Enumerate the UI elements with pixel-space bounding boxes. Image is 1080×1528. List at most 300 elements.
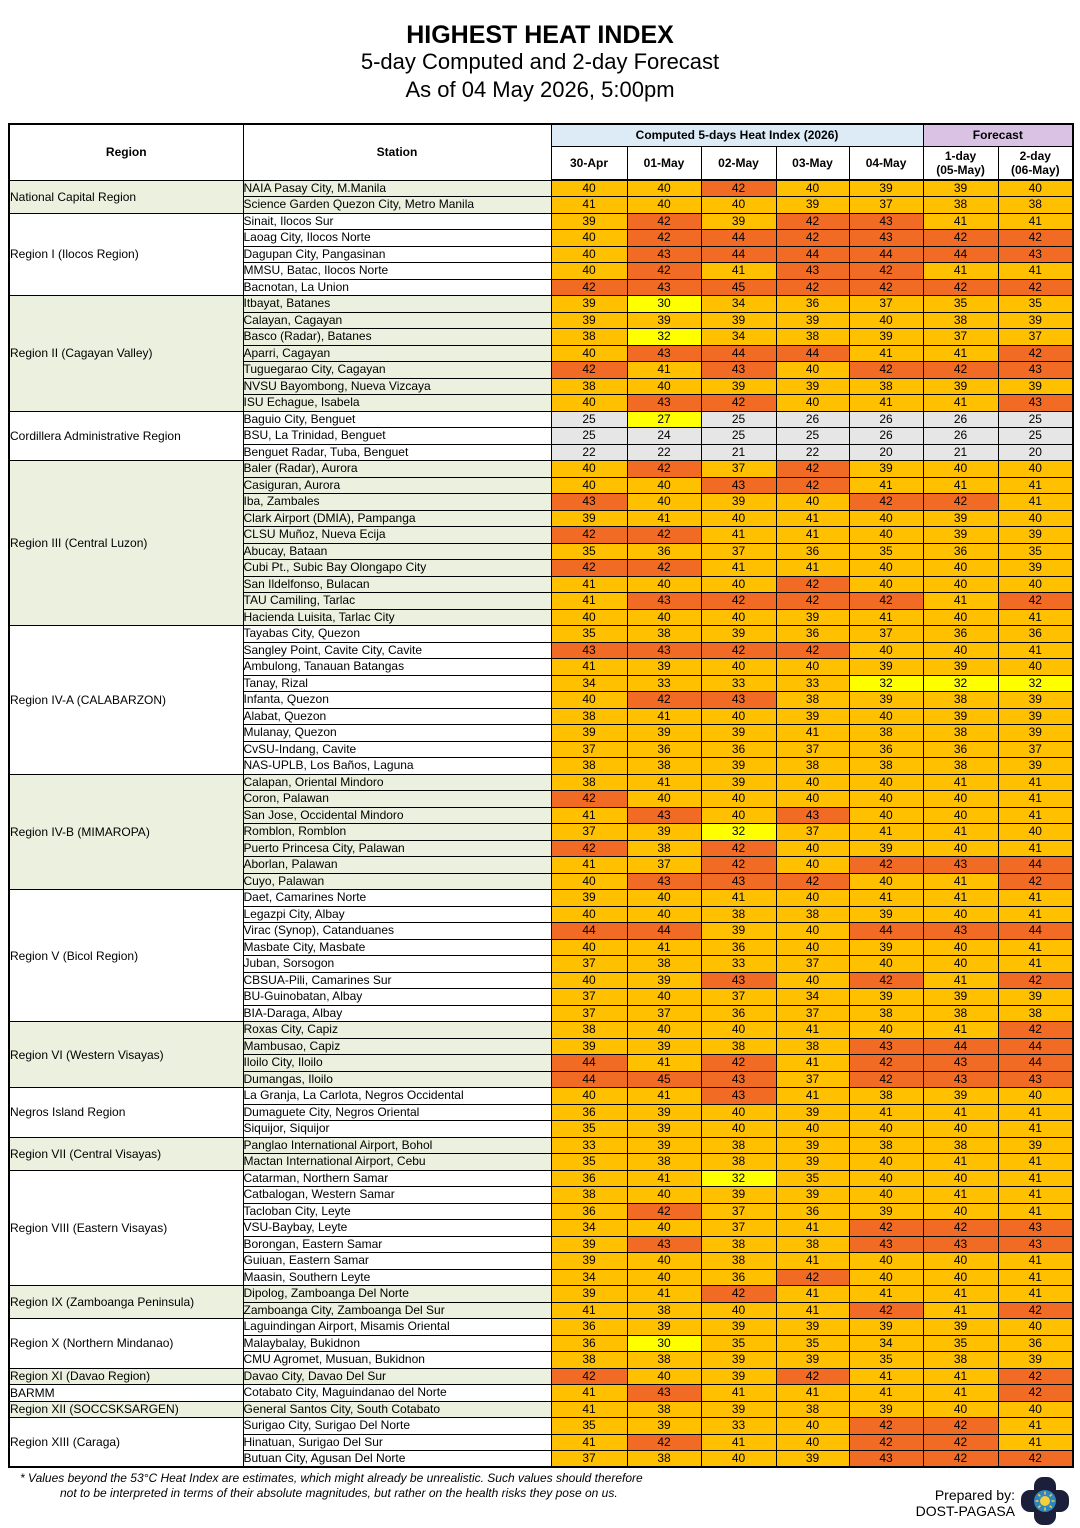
heat-index-cell: 25 [551,411,627,428]
heat-index-cell: 38 [701,1253,776,1270]
heat-index-cell: 39 [849,840,923,857]
heat-index-cell: 37 [551,1451,627,1468]
heat-index-cell: 41 [923,774,998,791]
heat-index-cell: 43 [551,642,627,659]
heat-index-cell: 41 [551,1385,627,1402]
heat-index-cell: 40 [998,461,1073,478]
heat-index-cell: 32 [998,675,1073,692]
station-name: Juban, Sorsogon [243,956,551,973]
heat-index-cell: 40 [776,791,849,808]
heat-index-cell: 39 [776,1352,849,1369]
heat-index-cell: 40 [551,692,627,709]
heat-index-cell: 21 [923,444,998,461]
heat-index-cell: 33 [627,675,701,692]
heat-index-cell: 37 [701,543,776,560]
heat-index-cell: 43 [701,362,776,379]
heat-index-cell: 38 [923,758,998,775]
heat-index-cell: 43 [627,807,701,824]
heat-index-cell: 39 [849,329,923,346]
heat-index-cell: 42 [849,1220,923,1237]
region-name: Region X (Northern Mindanao) [9,1319,243,1369]
station-name: Coron, Palawan [243,791,551,808]
heat-index-cell: 41 [849,395,923,412]
heat-index-cell: 43 [998,362,1073,379]
station-name: BIA-Daraga, Albay [243,1005,551,1022]
heat-index-cell: 41 [701,263,776,280]
heat-index-cell: 42 [776,873,849,890]
heat-index-cell: 33 [701,1418,776,1435]
table-row [9,180,1073,197]
heat-index-cell: 42 [998,279,1073,296]
heat-index-cell: 43 [923,1071,998,1088]
station-name: General Santos City, South Cotabato [243,1401,551,1418]
station-name: NAS-UPLB, Los Baños, Laguna [243,758,551,775]
heat-index-cell: 40 [849,1022,923,1039]
heat-index-cell: 42 [627,213,701,230]
heat-index-cell: 39 [849,939,923,956]
heat-index-cell: 38 [923,1352,998,1369]
forecast-day-label: 1-day [944,148,977,163]
heat-index-cell: 36 [551,1104,627,1121]
heat-index-cell: 40 [551,873,627,890]
heat-index-cell: 41 [776,1022,849,1039]
heat-index-cell: 40 [701,807,776,824]
station-name: Laoag City, Ilocos Norte [243,230,551,247]
prepared-by-label: Prepared by: [934,1487,1015,1503]
heat-index-cell: 41 [551,659,627,676]
heat-index-cell: 40 [701,609,776,626]
heat-index-cell: 39 [849,1401,923,1418]
heat-index-cell: 39 [627,659,701,676]
heat-index-cell: 41 [776,1385,849,1402]
heat-index-cell: 36 [551,1319,627,1336]
heat-index-cell: 40 [923,642,998,659]
heat-index-cell: 44 [551,923,627,940]
heat-index-cell: 43 [998,246,1073,263]
region-name: Region IV-B (MIMAROPA) [9,774,243,890]
heat-index-cell: 42 [998,873,1073,890]
table-row [9,774,1073,791]
heat-index-cell: 41 [551,807,627,824]
heat-index-cell: 34 [701,296,776,313]
heat-index-cell: 37 [551,741,627,758]
heat-index-cell: 37 [701,461,776,478]
date-header: 03-May [776,146,849,180]
heat-index-cell: 41 [923,263,998,280]
heat-index-cell: 41 [998,939,1073,956]
heat-index-cell: 41 [923,1286,998,1303]
heat-index-cell: 26 [923,428,998,445]
heat-index-cell: 43 [701,692,776,709]
forecast-day-header [923,146,998,180]
heat-index-cell: 42 [627,1434,701,1451]
table-row [9,411,1073,428]
heat-index-table [8,123,1074,1468]
heat-index-cell: 42 [701,593,776,610]
heat-index-cell: 43 [998,1236,1073,1253]
station-name: Tayabas City, Quezon [243,626,551,643]
computed-group-header: Computed 5-days Heat Index (2026) [551,124,923,146]
heat-index-cell: 42 [849,1302,923,1319]
heat-index-cell: 42 [849,972,923,989]
heat-index-cell: 40 [776,840,849,857]
heat-index-cell: 37 [701,989,776,1006]
heat-index-cell: 41 [998,609,1073,626]
heat-index-cell: 36 [551,1203,627,1220]
table-row [9,1319,1073,1336]
heat-index-cell: 42 [776,593,849,610]
heat-index-cell: 41 [551,197,627,214]
heat-index-cell: 41 [998,890,1073,907]
heat-index-cell: 39 [923,1088,998,1105]
heat-index-cell: 39 [849,461,923,478]
station-name: Daet, Camarines Norte [243,890,551,907]
heat-index-cell: 40 [551,1088,627,1105]
heat-index-cell: 41 [849,1104,923,1121]
heat-index-cell: 42 [701,1286,776,1303]
heat-index-cell: 38 [923,197,998,214]
station-name: Hinatuan, Surigao Del Sur [243,1434,551,1451]
heat-index-cell: 37 [849,197,923,214]
heat-index-cell: 24 [627,428,701,445]
heat-index-cell: 34 [551,1220,627,1237]
heat-index-cell: 41 [923,1154,998,1171]
heat-index-cell: 41 [923,593,998,610]
station-name: Aparri, Cagayan [243,345,551,362]
heat-index-cell: 39 [776,1137,849,1154]
heat-index-cell: 40 [849,774,923,791]
region-name: Region IX (Zamboanga Peninsula) [9,1286,243,1319]
heat-index-cell: 39 [776,609,849,626]
heat-index-cell: 40 [701,708,776,725]
heat-index-cell: 36 [701,741,776,758]
heat-index-cell: 40 [551,477,627,494]
heat-index-cell: 40 [998,1401,1073,1418]
heat-index-cell: 32 [923,675,998,692]
heat-index-cell: 40 [627,180,701,197]
heat-index-cell: 36 [627,741,701,758]
heat-index-cell: 41 [998,906,1073,923]
heat-index-cell: 39 [776,1451,849,1468]
heat-index-cell: 40 [849,791,923,808]
heat-index-cell: 40 [551,345,627,362]
table-row [9,1418,1073,1435]
heat-index-cell: 34 [776,989,849,1006]
region-name: Region VI (Western Visayas) [9,1022,243,1088]
heat-index-cell: 38 [627,840,701,857]
station-name: Cotabato City, Maguindanao del Norte [243,1385,551,1402]
station-name: Casiguran, Aurora [243,477,551,494]
region-name: Region V (Bicol Region) [9,890,243,1022]
forecast-group-header: Forecast [923,124,1073,146]
heat-index-cell: 21 [701,444,776,461]
station-name: CvSU-Indang, Cavite [243,741,551,758]
heat-index-cell: 43 [849,1038,923,1055]
heat-index-cell: 39 [701,1352,776,1369]
region-name: Region XII (SOCCSKSARGEN) [9,1401,243,1418]
heat-index-cell: 40 [923,1121,998,1138]
heat-index-cell: 39 [627,1038,701,1055]
heat-index-cell: 38 [849,1088,923,1105]
heat-index-cell: 34 [849,1335,923,1352]
heat-index-cell: 38 [627,1451,701,1468]
heat-index-cell: 41 [923,213,998,230]
heat-index-cell: 38 [776,906,849,923]
table-row [9,213,1073,230]
forecast-day-date: (06-May) [1010,162,1060,177]
station-name: Mulanay, Quezon [243,725,551,742]
heat-index-cell: 42 [998,1385,1073,1402]
heat-index-cell: 40 [998,510,1073,527]
table-body [9,180,1073,1467]
forecast-day-date: (05-May) [936,162,985,177]
heat-index-cell: 41 [998,774,1073,791]
heat-index-cell: 39 [998,378,1073,395]
heat-index-cell: 40 [701,1451,776,1468]
heat-index-cell: 40 [998,180,1073,197]
station-name: Guiuan, Eastern Samar [243,1253,551,1270]
heat-index-cell: 40 [776,972,849,989]
heat-index-cell: 42 [551,840,627,857]
station-name: Tuguegarao City, Cagayan [243,362,551,379]
heat-index-cell: 41 [923,824,998,841]
heat-index-cell: 41 [627,774,701,791]
heat-index-cell: 39 [701,1368,776,1385]
heat-index-cell: 41 [849,824,923,841]
heat-index-cell: 41 [627,1088,701,1105]
heat-index-cell: 39 [776,197,849,214]
heat-index-cell: 39 [701,1401,776,1418]
heat-index-cell: 40 [627,378,701,395]
heat-index-cell: 40 [849,560,923,577]
heat-index-cell: 41 [551,857,627,874]
heat-index-cell: 44 [551,1055,627,1072]
heat-index-cell: 42 [998,1368,1073,1385]
station-name: San Jose, Occidental Mindoro [243,807,551,824]
station-name: Zamboanga City, Zamboanga Del Sur [243,1302,551,1319]
heat-index-cell: 42 [923,1418,998,1435]
heat-index-cell: 39 [701,1187,776,1204]
dost-pagasa-logo [1020,1476,1070,1526]
station-name: Borongan, Eastern Samar [243,1236,551,1253]
heat-index-cell: 39 [551,213,627,230]
heat-index-cell: 35 [551,543,627,560]
heat-index-cell: 40 [627,1022,701,1039]
heat-index-cell: 36 [776,296,849,313]
heat-index-cell: 40 [776,1121,849,1138]
heat-index-cell: 37 [627,857,701,874]
heat-index-cell: 25 [998,428,1073,445]
heat-index-cell: 42 [849,1434,923,1451]
heat-index-cell: 40 [627,1253,701,1270]
heat-index-cell: 41 [923,972,998,989]
heat-index-cell: 39 [627,1319,701,1336]
station-name: Roxas City, Capiz [243,1022,551,1039]
heat-index-cell: 41 [776,1088,849,1105]
heat-index-cell: 43 [701,972,776,989]
heat-index-cell: 38 [923,725,998,742]
heat-index-cell: 40 [551,180,627,197]
heat-index-cell: 41 [998,1286,1073,1303]
station-name: BSU, La Trinidad, Benguet [243,428,551,445]
heat-index-cell: 39 [923,378,998,395]
heat-index-cell: 39 [627,972,701,989]
heat-index-cell: 40 [923,1269,998,1286]
heat-index-cell: 40 [551,609,627,626]
heat-index-cell: 36 [923,741,998,758]
forecast-day-header [998,146,1073,180]
station-name: Tanay, Rizal [243,675,551,692]
heat-index-cell: 40 [776,774,849,791]
heat-index-cell: 39 [701,494,776,511]
heat-index-cell: 43 [627,1236,701,1253]
heat-index-cell: 33 [776,675,849,692]
heat-index-cell: 42 [627,461,701,478]
heat-index-cell: 43 [776,807,849,824]
heat-index-cell: 41 [923,890,998,907]
heat-index-cell: 42 [551,279,627,296]
heat-index-cell: 38 [923,1137,998,1154]
station-name: Tacloban City, Leyte [243,1203,551,1220]
station-name: Calayan, Cagayan [243,312,551,329]
heat-index-cell: 40 [627,494,701,511]
heat-index-cell: 40 [923,939,998,956]
heat-index-cell: 39 [551,510,627,527]
table-row [9,296,1073,313]
region-column-header: Region [9,124,243,180]
heat-index-cell: 40 [551,972,627,989]
heat-index-cell: 43 [627,345,701,362]
heat-index-cell: 40 [849,1170,923,1187]
heat-index-cell: 37 [776,956,849,973]
heat-index-cell: 45 [627,1071,701,1088]
heat-index-cell: 40 [776,180,849,197]
heat-index-cell: 41 [923,345,998,362]
heat-index-cell: 39 [776,1187,849,1204]
heat-index-cell: 41 [849,609,923,626]
heat-index-cell: 40 [923,1203,998,1220]
station-name: Romblon, Romblon [243,824,551,841]
heat-index-cell: 38 [627,1154,701,1171]
heat-index-cell: 41 [701,890,776,907]
station-name: Malaybalay, Bukidnon [243,1335,551,1352]
table-row [9,461,1073,478]
heat-index-cell: 38 [627,1401,701,1418]
heat-index-cell: 43 [627,1385,701,1402]
heat-index-cell: 40 [627,609,701,626]
heat-index-cell: 41 [923,1385,998,1402]
heat-index-cell: 40 [849,1187,923,1204]
region-name: Negros Island Region [9,1088,243,1138]
heat-index-cell: 41 [998,1154,1073,1171]
heat-index-cell: 41 [627,510,701,527]
heat-index-cell: 37 [701,1220,776,1237]
heat-index-cell: 41 [998,1418,1073,1435]
station-name: Legazpi City, Albay [243,906,551,923]
heat-index-cell: 39 [849,989,923,1006]
heat-index-cell: 37 [998,741,1073,758]
heat-index-cell: 41 [923,1368,998,1385]
heat-index-cell: 41 [998,1269,1073,1286]
heat-index-cell: 42 [776,230,849,247]
station-name: Ambulong, Tanauan Batangas [243,659,551,676]
heat-index-cell: 41 [776,1286,849,1303]
heat-index-cell: 42 [627,692,701,709]
heat-index-cell: 40 [776,1418,849,1435]
station-name: Dipolog, Zamboanga Del Norte [243,1286,551,1303]
heat-index-cell: 20 [998,444,1073,461]
heat-index-cell: 41 [551,1302,627,1319]
heat-index-cell: 40 [849,576,923,593]
date-header: 04-May [849,146,923,180]
heat-index-cell: 40 [923,791,998,808]
heat-index-cell: 41 [923,873,998,890]
heat-index-cell: 38 [776,1038,849,1055]
region-name: Region XIII (Caraga) [9,1418,243,1468]
heat-index-cell: 40 [776,362,849,379]
heat-index-cell: 40 [998,576,1073,593]
station-name: Maasin, Southern Leyte [243,1269,551,1286]
heat-index-cell: 44 [998,857,1073,874]
heat-index-cell: 41 [998,494,1073,511]
heat-index-cell: 36 [776,626,849,643]
heat-index-cell: 39 [627,312,701,329]
heat-index-cell: 33 [701,956,776,973]
heat-index-cell: 40 [551,230,627,247]
region-name: Region III (Central Luzon) [9,461,243,626]
station-name: Butuan City, Agusan Del Norte [243,1451,551,1468]
station-name: Laguindingan Airport, Misamis Oriental [243,1319,551,1336]
heat-index-cell: 36 [776,543,849,560]
station-name: Clark Airport (DMIA), Pampanga [243,510,551,527]
heat-index-cell: 44 [701,230,776,247]
heat-index-cell: 43 [923,857,998,874]
heat-index-cell: 43 [627,246,701,263]
heat-index-cell: 36 [923,626,998,643]
heat-index-cell: 42 [923,1220,998,1237]
heat-index-cell: 38 [551,774,627,791]
heat-index-cell: 39 [776,1104,849,1121]
heat-index-cell: 41 [998,956,1073,973]
heat-index-cell: 40 [551,263,627,280]
heat-index-cell: 36 [627,543,701,560]
heat-index-cell: 41 [701,527,776,544]
heat-index-cell: 40 [627,477,701,494]
station-name: Surigao City, Surigao Del Norte [243,1418,551,1435]
heat-index-cell: 39 [923,1319,998,1336]
heat-index-cell: 38 [701,906,776,923]
heat-index-cell: 44 [923,1038,998,1055]
heat-index-cell: 38 [776,1236,849,1253]
region-name: BARMM [9,1385,243,1402]
heat-index-cell: 42 [776,1269,849,1286]
heat-index-cell: 38 [551,1022,627,1039]
heat-index-cell: 42 [849,857,923,874]
heat-index-cell: 41 [849,477,923,494]
heat-index-cell: 42 [551,791,627,808]
table-row [9,1170,1073,1187]
heat-index-cell: 40 [849,1154,923,1171]
station-name: ISU Echague, Isabela [243,395,551,412]
heat-index-cell: 41 [849,1286,923,1303]
footnote-line: * Values beyond the 53°C Heat Index are estimates, which might already be unrealistic. Such values should therefore [20,1471,643,1485]
heat-index-cell: 39 [701,758,776,775]
heat-index-cell: 40 [551,939,627,956]
heat-index-cell: 45 [701,279,776,296]
station-name: Bacnotan, La Union [243,279,551,296]
heat-index-cell: 40 [701,197,776,214]
heat-index-cell: 39 [923,180,998,197]
